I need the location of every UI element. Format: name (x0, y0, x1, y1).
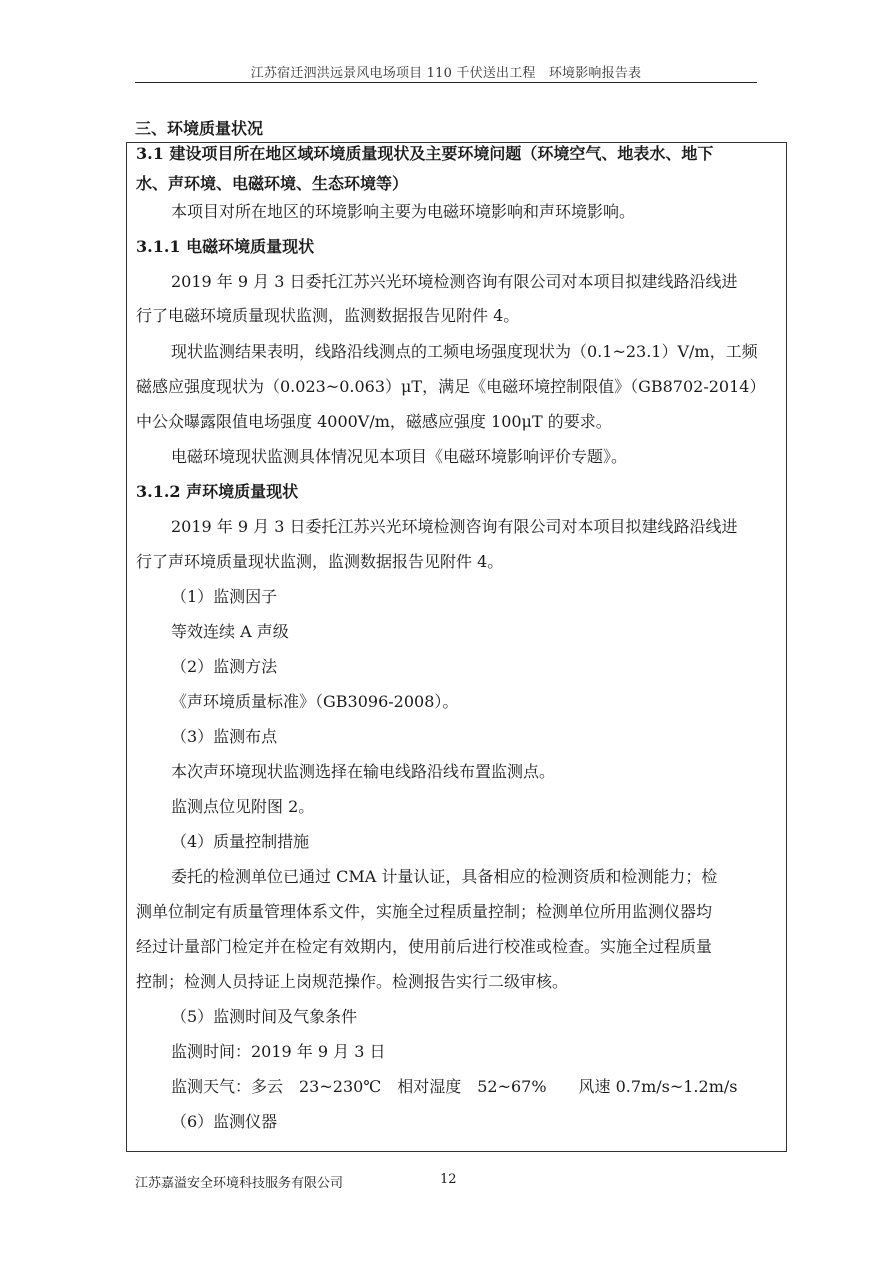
em-p1-line1: 2019 年 9 月 3 日委托江苏兴光环境检测咨询有限公司对本项目拟建线路沿线进 (171, 272, 738, 291)
heading-3-1-line2: 水、声环境、电磁环境、生态环境等） (136, 174, 409, 193)
footer-company: 江苏嘉溢安全环境科技服务有限公司 (135, 1176, 344, 1191)
item-3-label: （3）监测布点 (171, 727, 278, 746)
heading-3-1-1: 3.1.1 电磁环境质量现状 (136, 237, 315, 256)
em-p1-line2: 行了电磁环境质量现状监测，监测数据报告见附件 4。 (136, 306, 520, 325)
heading-3-1-line1: 3.1 建设项目所在地区域环境质量现状及主要环境问题（环境空气、地表水、地下 (136, 144, 714, 163)
item-2-label: （2）监测方法 (171, 657, 278, 676)
em-p2-line3: 中公众曝露限值电场强度 4000V/m，磁感应强度 100μT 的要求。 (136, 412, 612, 431)
item-5-text-1: 监测时间：2019 年 9 月 3 日 (171, 1042, 386, 1061)
running-header: 江苏宿迁泗洪远景风电场项目 110 千伏送出工程 环境影响报告表 (250, 66, 642, 81)
item-4-text-3: 经过计量部门检定并在检定有效期内，使用前后进行校准或检查。实施全过程质量 (136, 937, 713, 956)
item-3-text-1: 本次声环境现状监测选择在输电线路沿线布置监测点。 (171, 762, 556, 781)
item-4-text-1: 委托的检测单位已通过 CMA 计量认证，具备相应的检测资质和检测能力；检 (171, 867, 718, 886)
em-p2-line2: 磁感应强度现状为（0.023~0.063）μT，满足《电磁环境控制限值》（GB8702-2014） (136, 377, 766, 396)
item-2-text: 《声环境质量标准》（GB3096-2008）。 (171, 692, 459, 711)
noise-p1-line2: 行了声环境质量现状监测，监测数据报告见附件 4。 (136, 552, 504, 571)
header-rule (135, 82, 757, 83)
item-4-label: （4）质量控制措施 (171, 832, 310, 851)
item-6-label: （6）监测仪器 (171, 1112, 278, 1131)
section-title: 三、环境质量状况 (135, 119, 264, 138)
em-p3: 电磁环境现状监测具体情况见本项目《电磁环境影响评价专题》。 (171, 447, 628, 466)
item-5-label: （5）监测时间及气象条件 (171, 1007, 358, 1026)
item-1-text: 等效连续 A 声级 (171, 622, 289, 641)
item-4-text-2: 测单位制定有质量管理体系文件，实施全过程质量控制；检测单位所用监测仪器均 (136, 902, 713, 921)
item-1-label: （1）监测因子 (171, 587, 278, 606)
content-frame (126, 142, 787, 1152)
em-p2-line1: 现状监测结果表明，线路沿线测点的工频电场强度现状为（0.1~23.1）V/m，工频 (171, 342, 758, 361)
noise-p1-line1: 2019 年 9 月 3 日委托江苏兴光环境检测咨询有限公司对本项目拟建线路沿线进 (171, 517, 738, 536)
page-number: 12 (440, 1172, 457, 1187)
intro-paragraph: 本项目对所在地区的环境影响主要为电磁环境影响和声环境影响。 (171, 202, 636, 221)
item-4-text-4: 控制；检测人员持证上岗规范操作。检测报告实行二级审核。 (136, 972, 569, 991)
item-3-text-2: 监测点位见附图 2。 (171, 797, 315, 816)
heading-3-1-2: 3.1.2 声环境质量现状 (136, 482, 299, 501)
item-5-text-2: 监测天气：多云 23~230℃ 相对湿度 52~67% 风速 0.7m/s~1.2m/s (171, 1077, 738, 1096)
